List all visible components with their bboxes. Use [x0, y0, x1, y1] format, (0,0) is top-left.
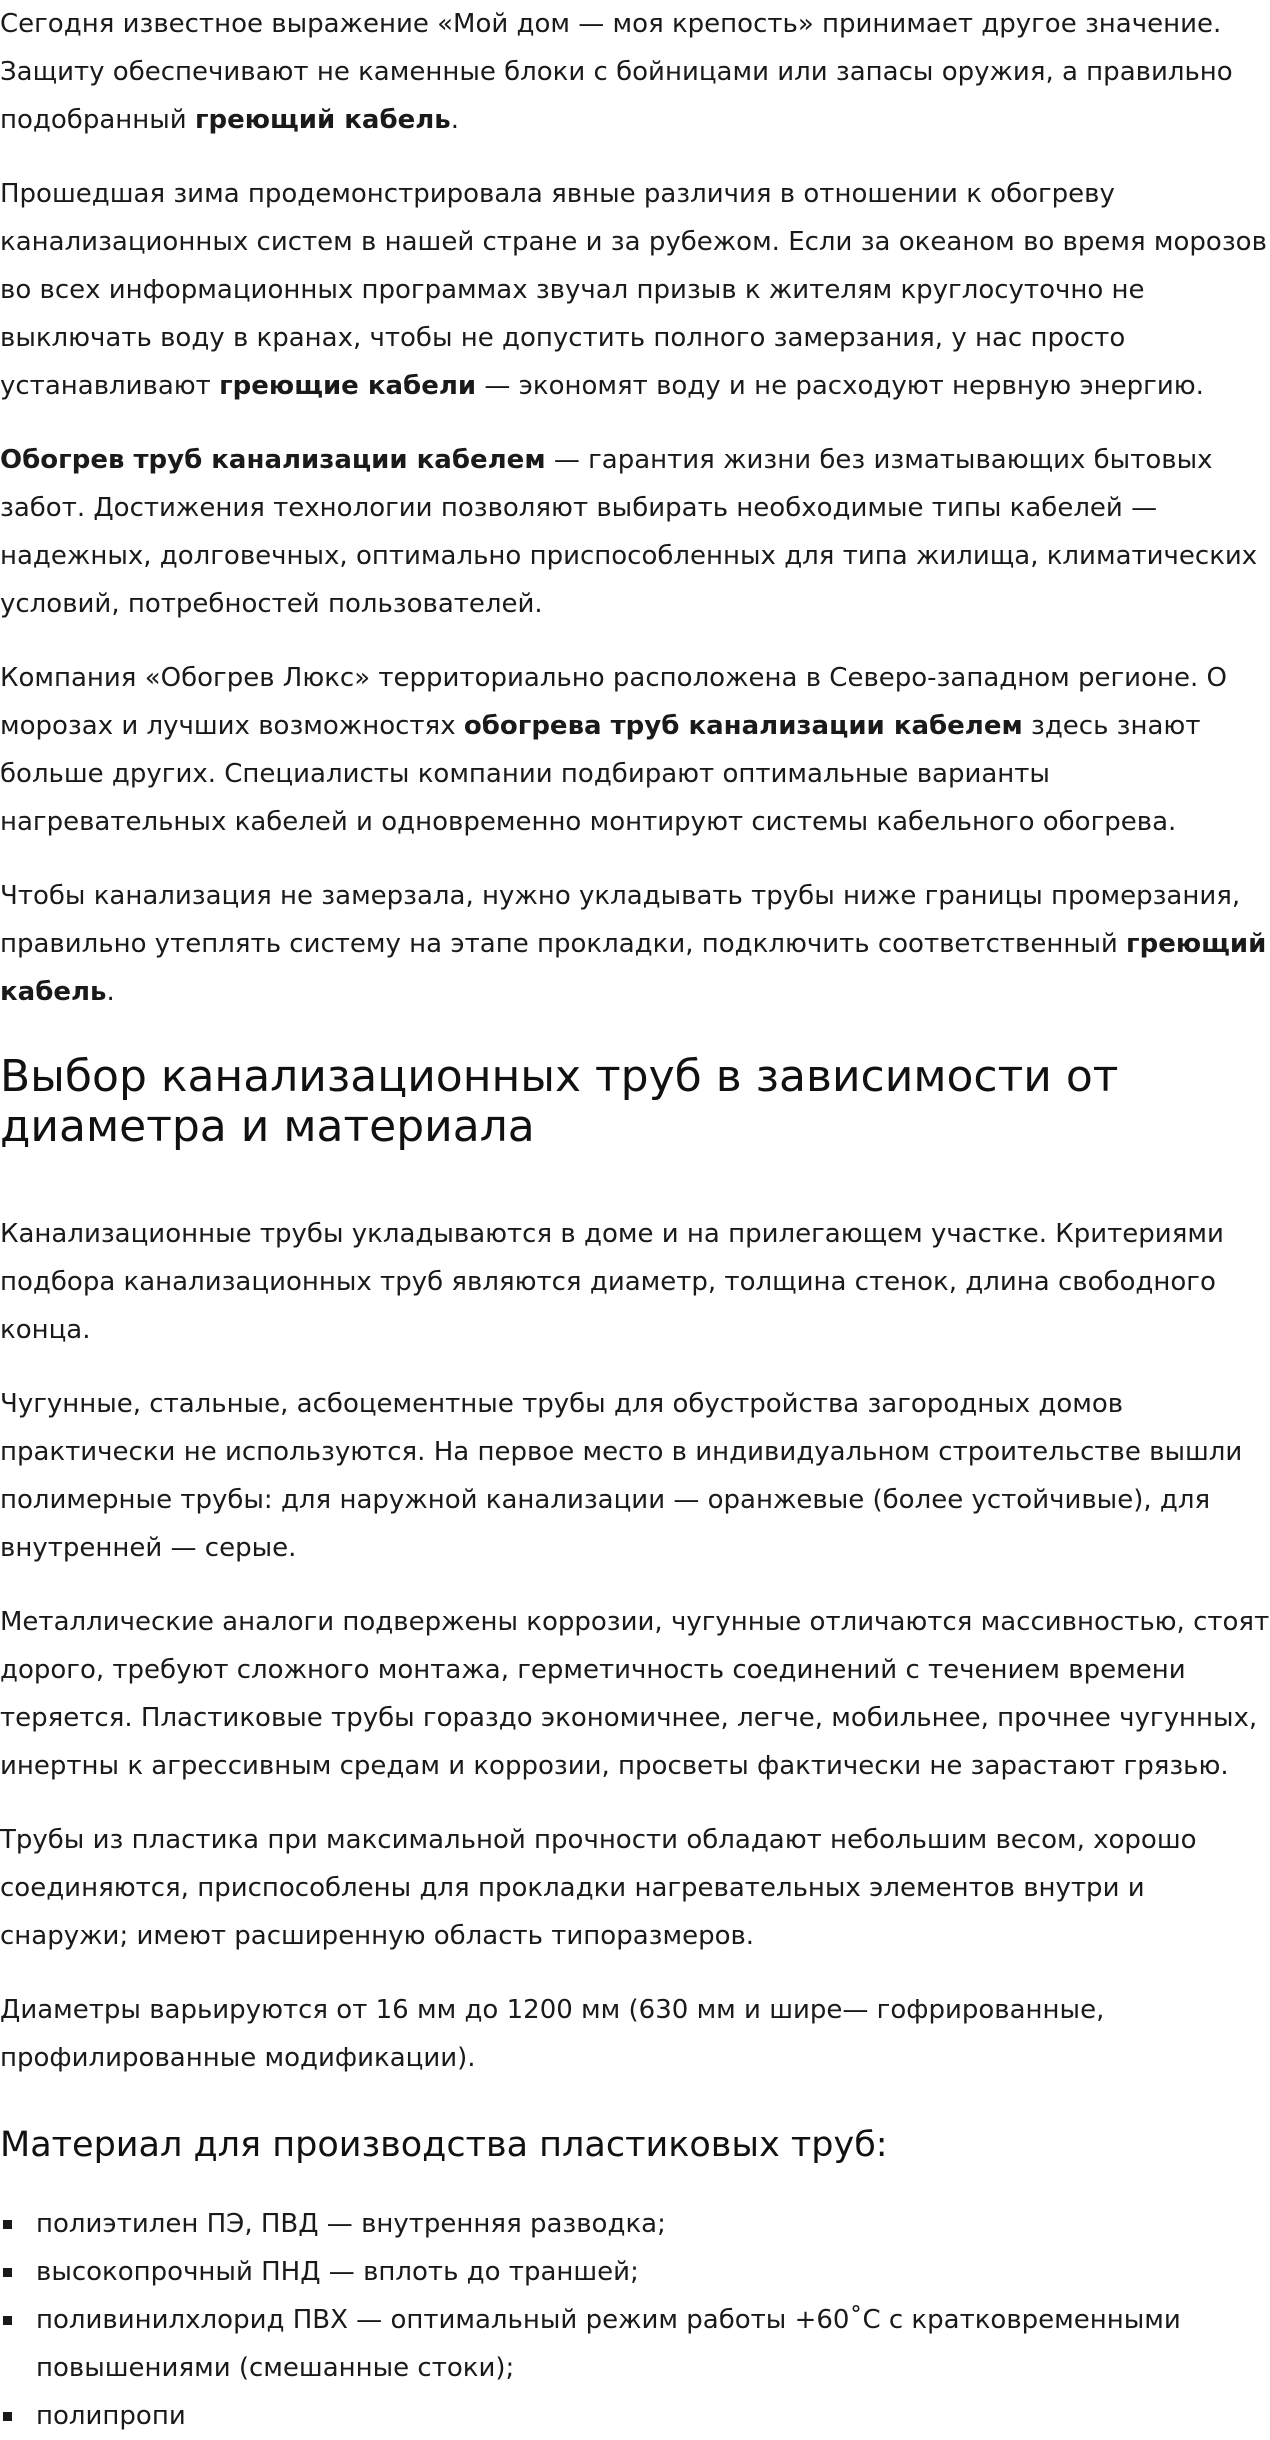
square-bullet-icon	[3, 2316, 12, 2325]
text-run: Чтобы канализация не замерзала, нужно укладывать трубы ниже границы промерзания, правильно утеплять систему на этапе прокладки, подключить соответственный	[0, 881, 1241, 959]
list-item	[0, 2200, 1270, 2248]
intro-paragraph-1	[0, 0, 1270, 144]
text-run: Компания «Обогрев Люкс» территориально расположена в Северо-западном регионе. О морозах и лучших возможностях	[0, 663, 1227, 741]
text-run: здесь знают больше других. Специалисты компании подбирают оптимальные варианты нагревательных кабелей и одновременно монтируют системы кабельного обогрева.	[0, 711, 1201, 837]
keyword-link: Обогрев труб канализации кабелем	[0, 445, 546, 475]
text-run: Сегодня известное выражение «Мой дом — моя крепость» принимает другое значение. Защиту обеспечивают не каменные блоки с бойницами или запасы оружия, а правильно подобранный	[0, 9, 1233, 135]
list-item-text: полипропи	[36, 2401, 186, 2431]
text-run: .	[106, 977, 115, 1007]
keyword-link: греющий кабель	[0, 929, 1267, 1007]
section1-paragraph-2: Чугунные, стальные, асбоцементные трубы для обустройства загородных домов практически не используются. На первое место в индивидуальном строительстве вышли полимерные трубы: для наружной канализации — оранжевые (более устойчивые), для внутренней — серые.	[0, 1389, 1243, 1563]
intro-paragraph-3	[0, 436, 1270, 628]
square-bullet-icon	[3, 2412, 12, 2421]
section-heading-materials: Материал для производства пластиковых труб:	[0, 2125, 888, 2165]
section1-paragraph-3: Металлические аналоги подвержены коррозии, чугунные отличаются массивностью, стоят дорого, требуют сложного монтажа, герметичность соединений с течением времени теряется. Пластиковые трубы гораздо экономичнее, легче, мобильнее, прочнее чугунных, инертны к агрессивным средам и коррозии, просветы фактически не зарастают грязью.	[0, 1607, 1270, 1781]
keyword-link: обогрева труб канализации кабелем	[463, 711, 1023, 741]
list-item-text: поливинилхлорид ПВХ — оптимальный режим работы +60˚С с кратковременными повышениями (смешанные стоки);	[36, 2305, 1181, 2383]
list-item	[0, 2392, 1270, 2440]
keyword-link: греющие кабели	[219, 371, 477, 401]
list-item-text: высокопрочный ПНД — вплоть до траншей;	[36, 2257, 639, 2287]
text-run: .	[450, 105, 460, 135]
intro-paragraph-2	[0, 170, 1270, 410]
section1-paragraph-1: Канализационные трубы укладываются в доме и на прилегающем участке. Критериями подбора канализационных труб являются диаметр, толщина стенок, длина свободного конца.	[0, 1219, 1224, 1345]
text-run: Прошедшая зима продемонстрировала явные различия в отношении к обогреву канализационных систем в нашей стране и за рубежом. Если за океаном во время морозов во всех информационных программах звучал призыв к жителям круглосуточно не выключать воду в кранах, чтобы не допустить полного замерзания, у нас просто устанавливают	[0, 179, 1267, 401]
keyword-link: греющий кабель	[194, 105, 451, 135]
square-bullet-icon	[3, 2268, 12, 2277]
text-run: — экономят воду и не расходуют нервную энергию.	[476, 371, 1204, 401]
list-item-text: полиэтилен ПЭ, ПВД — внутренняя разводка;	[36, 2209, 666, 2239]
list-item	[0, 2296, 1270, 2392]
text-run: — гарантия жизни без изматывающих бытовых забот. Достижения технологии позволяют выбирать необходимые типы кабелей — надежных, долговечных, оптимально приспособленных для типа жилища, климатических условий, потребностей пользователей.	[0, 445, 1258, 619]
list-item	[0, 2248, 1270, 2296]
materials-list	[0, 2200, 1270, 2440]
intro-paragraph-5	[0, 872, 1270, 1016]
square-bullet-icon	[3, 2220, 12, 2229]
section-heading-pipes: Выбор канализационных труб в зависимости от диаметра и материала	[0, 1051, 1119, 1152]
intro-paragraph-4	[0, 654, 1270, 846]
section1-paragraph-5: Диаметры варьируются от 16 мм до 1200 мм (630 мм и шире— гофрированные, профилированные модификации).	[0, 1995, 1105, 2073]
section1-paragraph-4: Трубы из пластика при максимальной прочности обладают небольшим весом, хорошо соединяются, приспособлены для прокладки нагревательных элементов внутри и снаружи; имеют расширенную область типоразмеров.	[0, 1825, 1197, 1951]
